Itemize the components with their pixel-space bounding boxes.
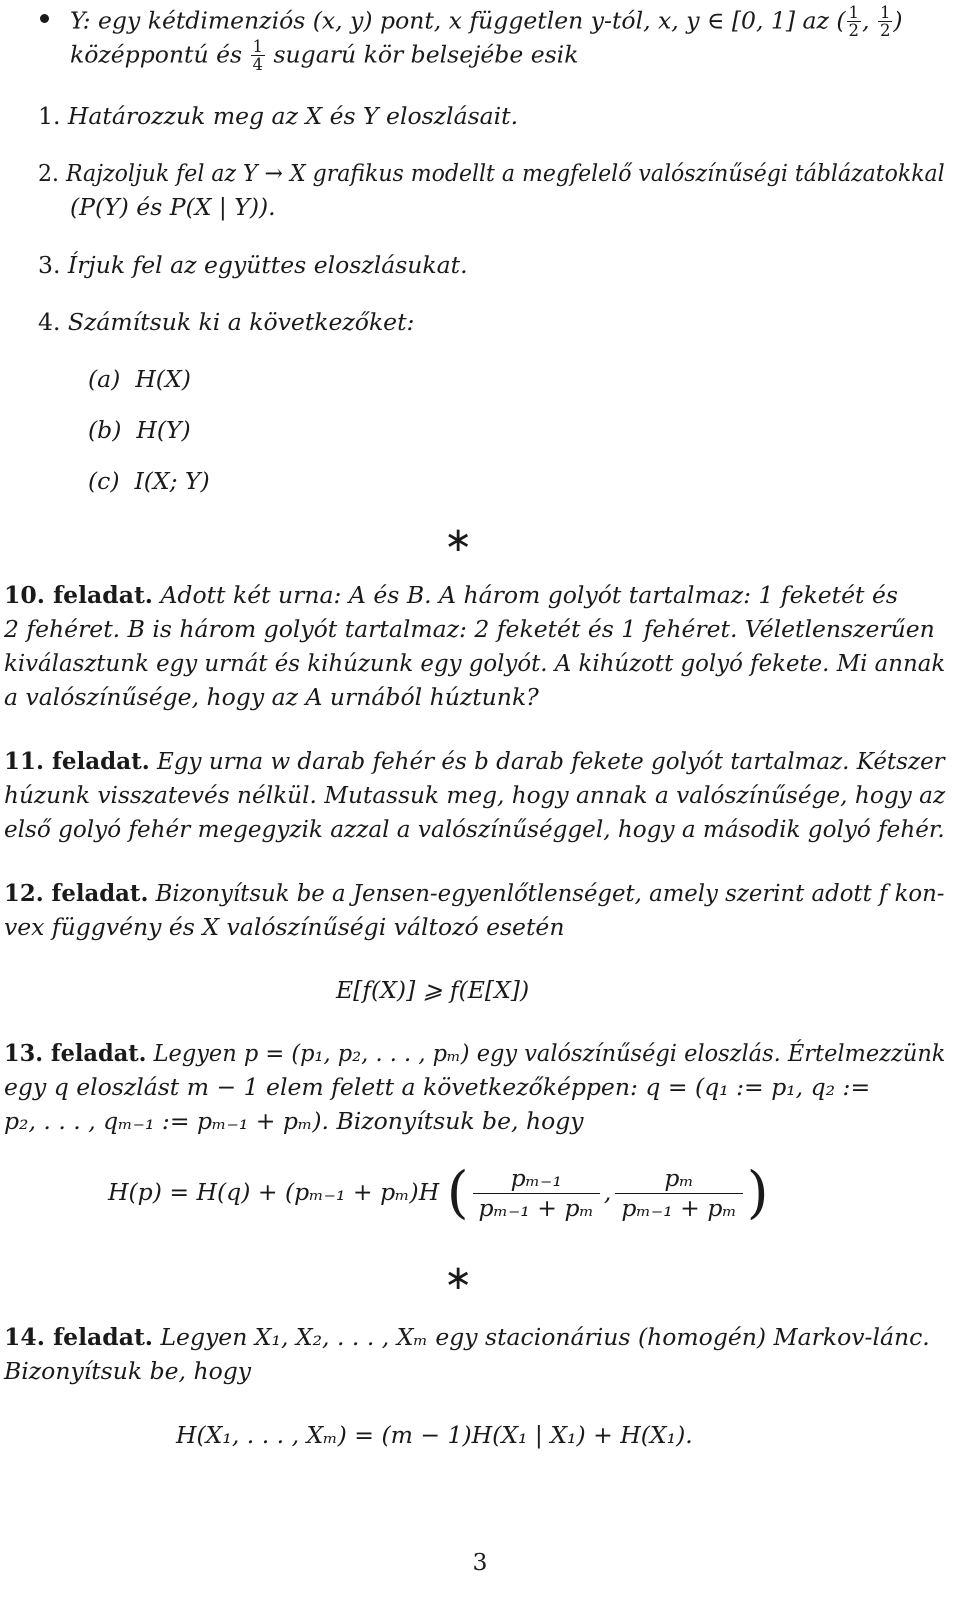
separator-star-2: ∗: [444, 1258, 473, 1298]
task13-line2: egy q eloszlást m − 1 elem felett a következőképpen: q = (q₁ := p₁, q₂ :=: [4, 1073, 871, 1101]
list-item-2-cont: (P(Y) és P(X | Y)).: [70, 193, 276, 221]
task14-heading: 14. feladat.: [4, 1323, 153, 1351]
task14-line2: Bizonyítsuk be, hogy: [4, 1357, 252, 1385]
fraction-quarter: $\frac{1}{4}$: [252, 37, 264, 75]
task10-line2: 2 fehéret. B is három golyót tartalmaz: 2 feketét és 1 fehéret. Véletlenszerűen: [4, 615, 935, 643]
fraction-half-2: $\frac{1}{2}$: [879, 3, 891, 41]
left-paren: (: [446, 1160, 469, 1226]
task10-line4: a valószínűsége, hogy az A urnából húztunk?: [4, 683, 539, 711]
page-number: 3: [472, 1548, 488, 1576]
subitem-c: (c) I(X; Y): [88, 467, 210, 495]
task12-line1: 12. feladat. Bizonyítsuk be a Jensen-egyenlőtlenséget, amely szerint adott f kon-: [4, 879, 945, 907]
right-paren: ): [746, 1160, 769, 1226]
task14-formula: H(X₁, . . . , Xₘ) = (m − 1)H(X₁ | X₁) + H(X₁).: [176, 1421, 693, 1449]
task12-formula: E[f(X)] ⩾ f(E[X]): [336, 976, 530, 1004]
bullet-y-line2: középpontú és $\frac{1}{4}$ sugarú kör belsejébe esik: [70, 37, 579, 75]
list-item-2: 2. Rajzoljuk fel az Y → X grafikus modellt a megfelelő valószínűségi táblázatokkal: [38, 159, 945, 187]
task13-heading: 13. feladat.: [4, 1039, 147, 1067]
fraction-half: $\frac{1}{2}$: [848, 3, 859, 41]
subitem-a: (a) H(X): [88, 365, 191, 393]
task13-formula: H(p) = H(q) + (pₘ₋₁ + pₘ)H ( $\frac{\text{pₘ₋₁}}{\text{pₘ₋₁ + pₘ}}$ , $\frac{\text{pₘ}}{\text{pₘ₋₁ + pₘ}}$ ): [108, 1160, 769, 1226]
task12-heading: 12. feladat.: [4, 879, 149, 907]
separator-star: ∗: [444, 520, 473, 560]
formula-fraction-1: $\frac{\text{pₘ₋₁}}{\text{pₘ₋₁ + pₘ}}$: [473, 1164, 600, 1224]
task10-line3: kiválasztunk egy urnát és kihúzunk egy golyót. A kihúzott golyó fekete. Mi annak: [4, 649, 946, 677]
task11-line2: húzunk visszatevés nélkül. Mutassuk meg, hogy annak a valószínűsége, hogy az: [4, 781, 946, 809]
task10-heading: 10. feladat.: [4, 581, 153, 609]
formula-fraction-2: $\frac{\text{pₘ}}{\text{pₘ₋₁ + pₘ}}$: [615, 1164, 742, 1224]
bullet-y-line1: Y: egy kétdimenziós (x, y) pont, x független y-tól, x, y ∈ [0, 1] az ( $\frac{1}{2}$ , $\frac{1}{2}$ ): [70, 3, 903, 41]
task13-line3: p₂, . . . , qₘ₋₁ := pₘ₋₁ + pₘ). Bizonyítsuk be, hogy: [4, 1107, 584, 1135]
bullet-point: [40, 14, 49, 23]
subitem-b: (b) H(Y): [88, 416, 191, 444]
variable-label: Y: [70, 6, 83, 35]
task12-line2: vex függvény és X valószínűségi változó esetén: [4, 913, 565, 941]
task13-line1: 13. feladat. Legyen p = (p₁, p₂, . . . , pₘ) egy valószínűségi eloszlás. Értelmezzünk: [4, 1039, 946, 1067]
task11-line1: 11. feladat. Egy urna w darab fehér és b darab fekete golyót tartalmaz. Kétszer: [4, 747, 945, 775]
task11-line3: első golyó fehér megegyzik azzal a valószínűséggel, hogy a második golyó fehér.: [4, 815, 945, 843]
list-item-1: 1. Határozzuk meg az X és Y eloszlásait.: [38, 102, 519, 130]
list-item-4: 4. Számítsuk ki a következőket:: [38, 308, 415, 336]
task11-heading: 11. feladat.: [4, 747, 150, 775]
task14-line1: 14. feladat. Legyen X₁, X₂, . . . , Xₘ egy stacionárius (homogén) Markov-lánc.: [4, 1323, 930, 1351]
list-item-3: 3. Írjuk fel az együttes eloszlásukat.: [38, 251, 468, 279]
task10-line1: 10. feladat. Adott két urna: A és B. A három golyót tartalmaz: 1 feketét és: [4, 581, 898, 609]
